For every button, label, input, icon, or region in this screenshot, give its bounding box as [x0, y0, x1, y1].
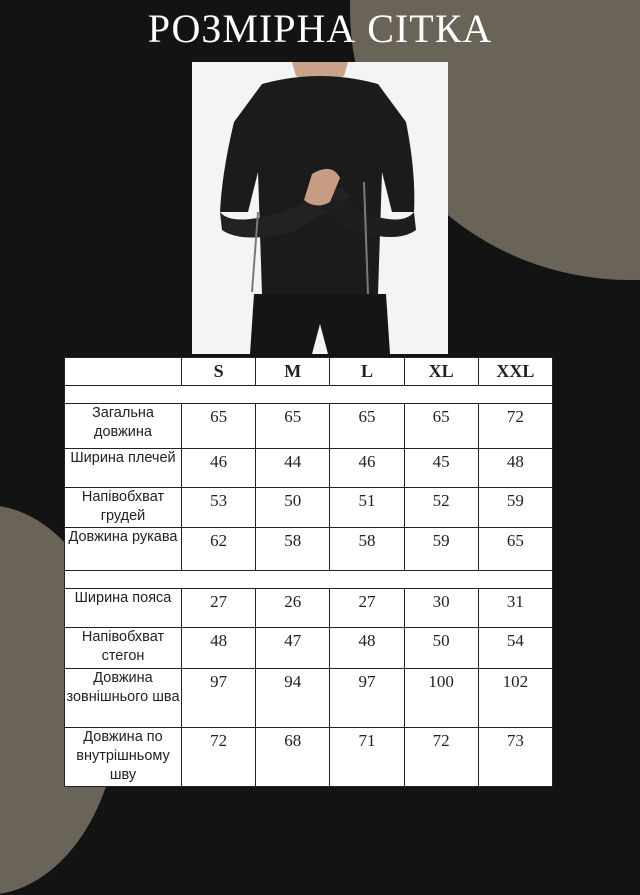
table-cell: 73 [478, 727, 552, 786]
table-cell: 94 [256, 668, 330, 727]
table-cell: 48 [182, 627, 256, 668]
table-cell: 72 [182, 727, 256, 786]
table-cell: 48 [330, 627, 404, 668]
row-label: Напівобхват стегон [65, 627, 182, 668]
table-cell: 52 [404, 488, 478, 528]
size-chart-table [64, 357, 553, 787]
header-empty-cell [65, 358, 182, 386]
table-row [65, 404, 553, 449]
table-cell: 72 [404, 727, 478, 786]
table-cell: 50 [404, 627, 478, 668]
table-cell: 65 [330, 404, 404, 449]
table-cell: 59 [478, 488, 552, 528]
table-cell: 48 [478, 449, 552, 488]
table-row [65, 627, 553, 668]
table-cell: 65 [182, 404, 256, 449]
row-label: Довжина зовнішнього шва [65, 668, 182, 727]
table-cell: 72 [478, 404, 552, 449]
table-cell: 26 [256, 589, 330, 628]
table-row [65, 488, 553, 528]
section-divider-row [65, 570, 553, 588]
table-cell: 54 [478, 627, 552, 668]
table-cell: 58 [256, 527, 330, 570]
row-label: Напівобхват грудей [65, 488, 182, 528]
row-label: Довжина рукава [65, 527, 182, 570]
table-cell: 71 [330, 727, 404, 786]
section-divider-row [65, 386, 553, 404]
table-cell: 44 [256, 449, 330, 488]
table-cell: 30 [404, 589, 478, 628]
row-label: Довжина по внутрішньому шву [65, 727, 182, 786]
table-cell: 100 [404, 668, 478, 727]
table-cell: 27 [330, 589, 404, 628]
table-cell: 68 [256, 727, 330, 786]
table-cell: 102 [478, 668, 552, 727]
table-cell: 51 [330, 488, 404, 528]
table-row [65, 727, 553, 786]
row-label: Ширина плечей [65, 449, 182, 488]
table-cell: 97 [330, 668, 404, 727]
table-cell: 47 [256, 627, 330, 668]
table-cell: 65 [478, 527, 552, 570]
table-cell: 31 [478, 589, 552, 628]
table-cell: 46 [182, 449, 256, 488]
table-cell: 50 [256, 488, 330, 528]
header-size-m: M [256, 358, 330, 386]
table-row [65, 449, 553, 488]
table-cell: 53 [182, 488, 256, 528]
table-cell: 27 [182, 589, 256, 628]
table-row [65, 668, 553, 727]
table-cell: 65 [404, 404, 478, 449]
table-cell: 58 [330, 527, 404, 570]
table-row [65, 589, 553, 628]
page-title: РОЗМІРНА СІТКА [147, 6, 493, 51]
header-size-xl: XL [404, 358, 478, 386]
product-photo [192, 62, 448, 354]
row-label: Ширина пояса [65, 589, 182, 628]
table-header-row [65, 358, 553, 386]
black-thermal-underwear-photo-icon [192, 62, 448, 354]
table-row [65, 527, 553, 570]
table-cell: 62 [182, 527, 256, 570]
table-cell: 46 [330, 449, 404, 488]
table-cell: 97 [182, 668, 256, 727]
table-cell: 65 [256, 404, 330, 449]
table-cell: 45 [404, 449, 478, 488]
row-label: Загальна довжина [65, 404, 182, 449]
header-size-xxl: XXL [478, 358, 552, 386]
table-cell: 59 [404, 527, 478, 570]
header-size-l: L [330, 358, 404, 386]
header-size-s: S [182, 358, 256, 386]
